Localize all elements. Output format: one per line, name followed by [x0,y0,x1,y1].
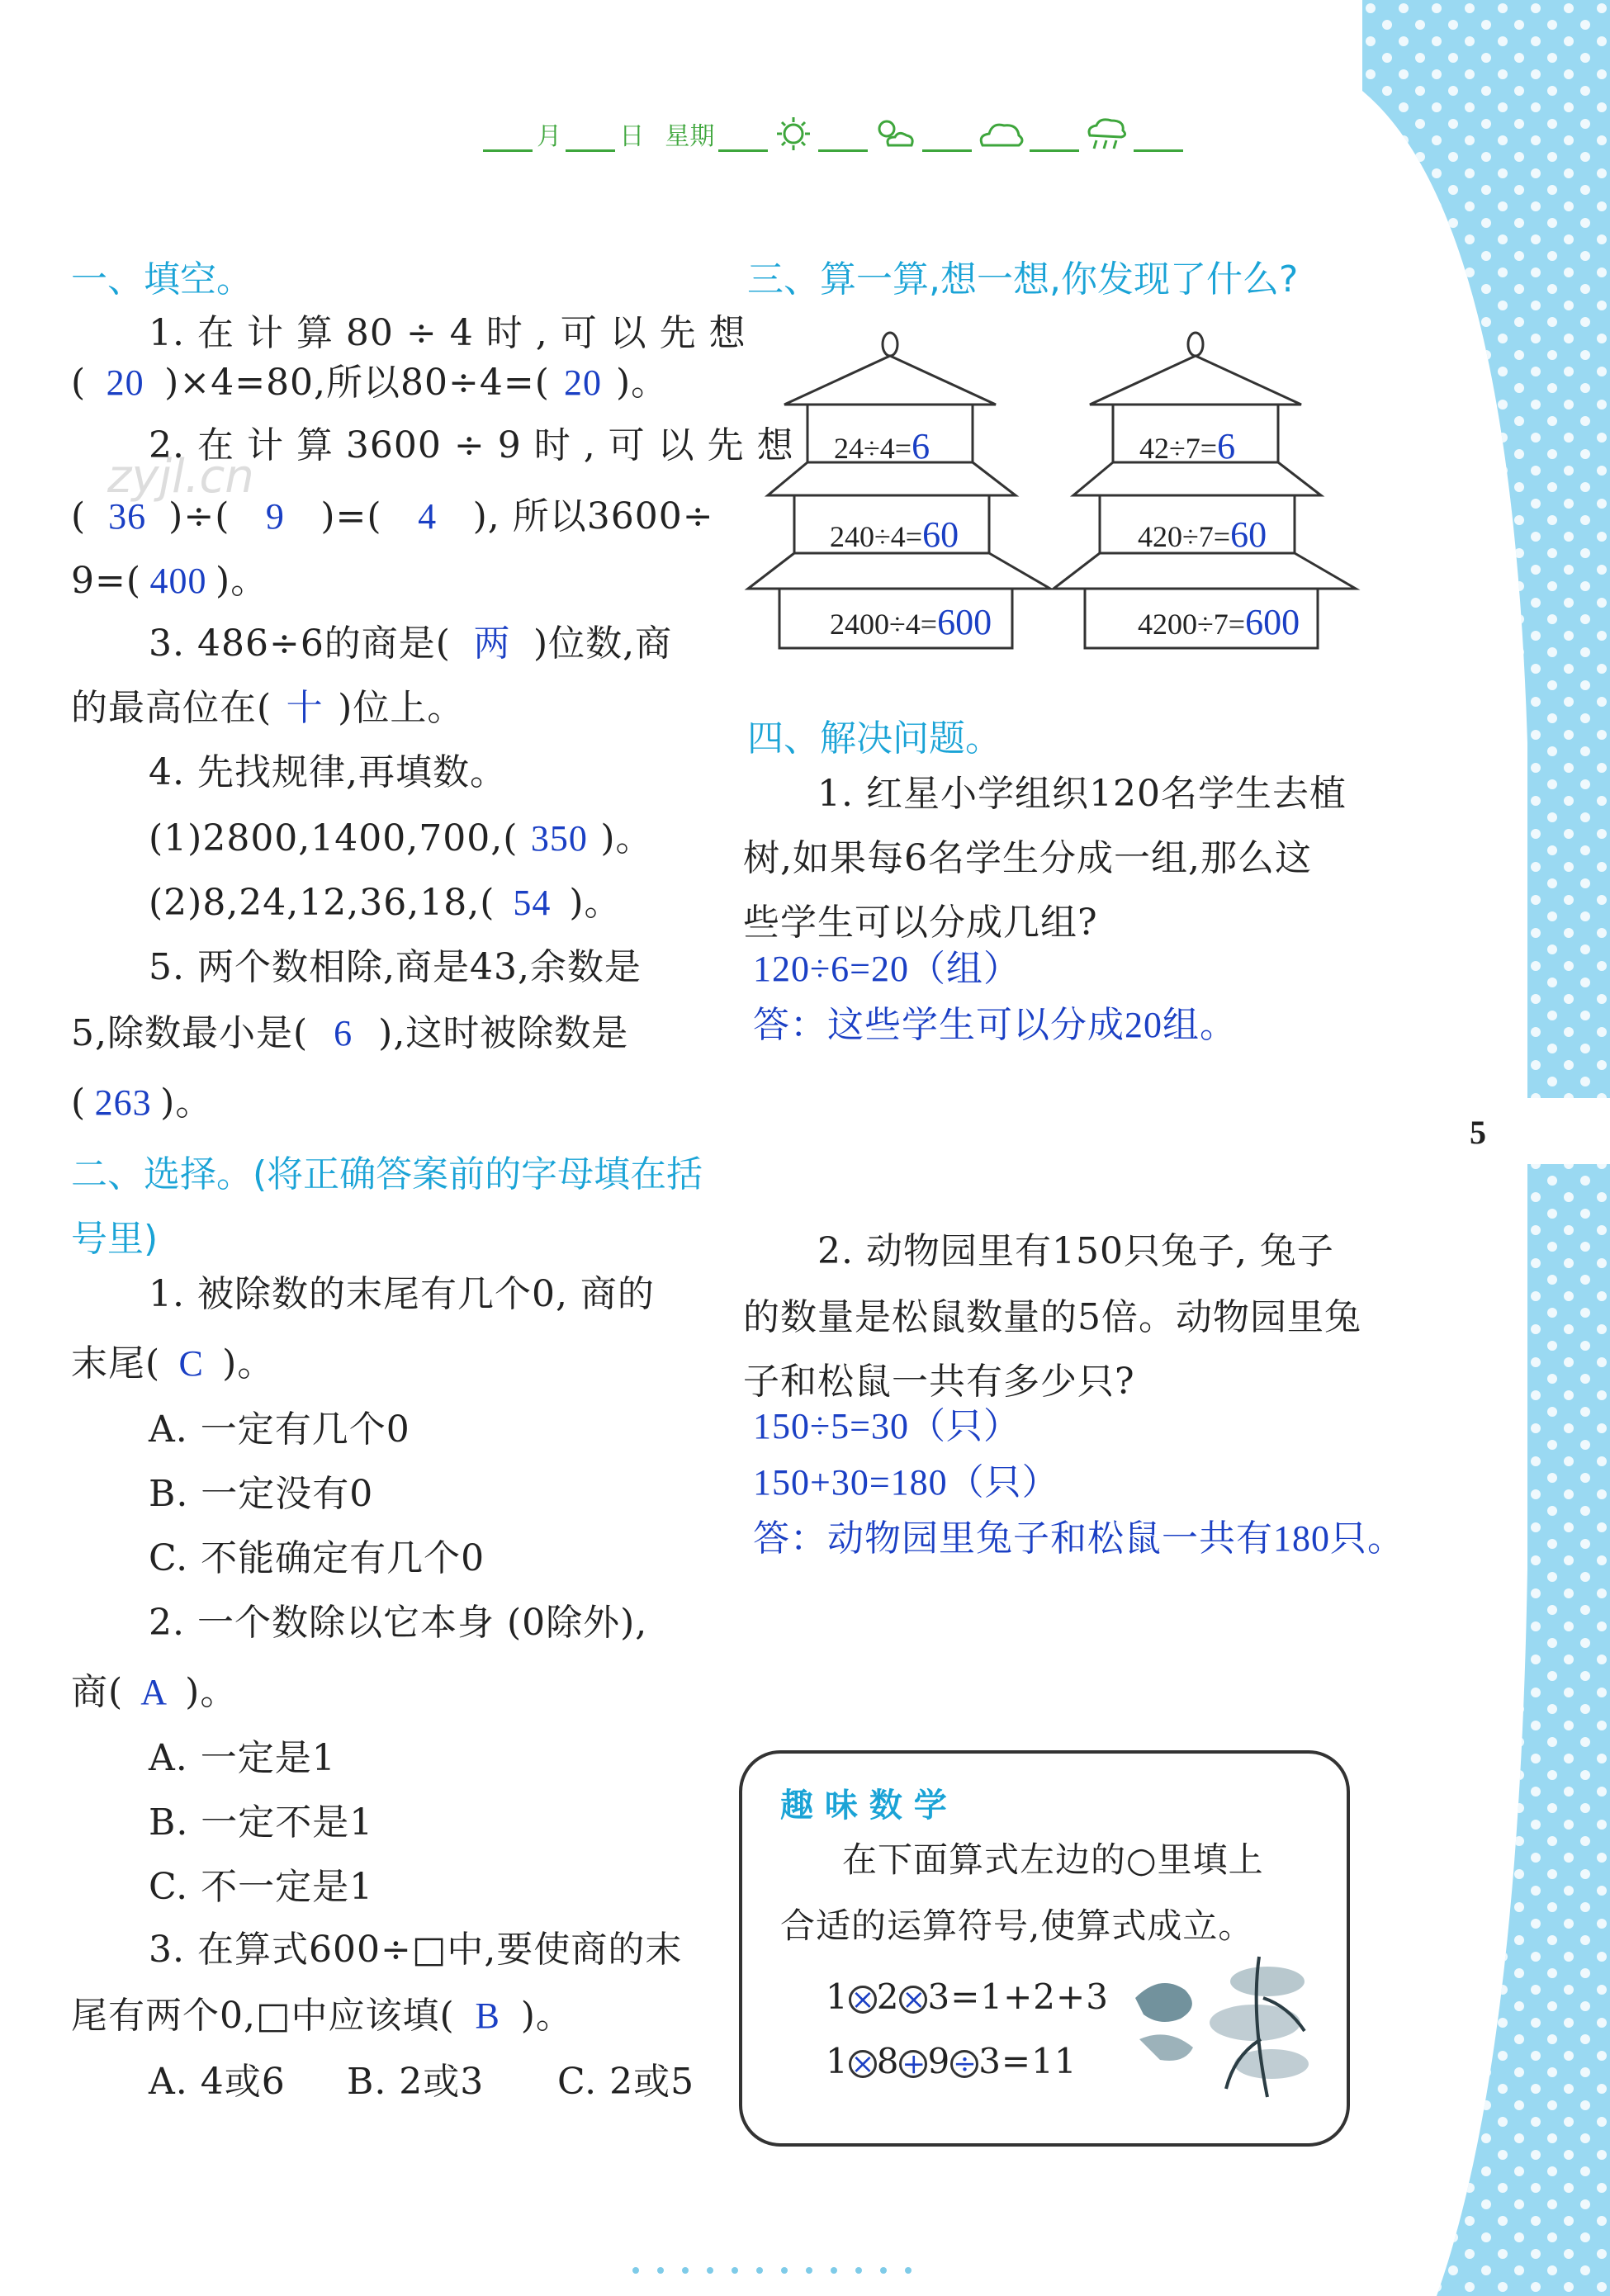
fun-math-line2: 合适的运算符号,使算式成立。 [780,1905,1254,1946]
pagoda2-row2: 420÷7=60 [1138,514,1267,555]
month-label: 月 [537,122,562,151]
s2-q2-option-a: A. 一定是1 [149,1737,336,1779]
s1-q4-line1: 4. 先找规律,再填数。 [149,751,507,793]
s1-q3-line2: 的最高位在( 十 )位上。 [71,687,465,729]
pagoda1-row2: 240÷4=60 [830,514,959,555]
pagoda1-row3: 2400÷4=600 [830,602,992,642]
s1-q2-line1: 2. 在 计 算 3600 ÷ 9 时 , 可 以 先 想 [149,424,794,466]
fun-eq2: 1 × 8 + 9 ÷ 3=11 [826,2041,1077,2081]
rainy-icon [1083,116,1129,152]
s2-q1-option-c: C. 不能确定有几个0 [149,1537,485,1579]
fun-math-line1: 在下面算式左边的○里填上 [842,1839,1264,1880]
answer-blank[interactable]: 600 [937,602,992,642]
answer-blank[interactable]: 600 [1245,602,1300,642]
s4-q1-line1: 1. 红星小学组织120名学生去植 [817,773,1347,815]
s2-q2-line1: 2. 一个数除以它本身 (0除外), [149,1602,648,1644]
decorative-side-band [1362,0,1610,2296]
pagoda2-row3: 4200÷7=600 [1138,602,1300,642]
bottom-dots-decoration [627,2262,1371,2279]
s1-q5-line2: 5,除数最小是( 6 ),这时被除数是 [71,1012,629,1054]
answer-blank[interactable]: 400 [149,561,207,601]
s2-q1-option-b: B. 一定没有0 [149,1473,374,1515]
answer-blank[interactable]: 十 [286,688,324,728]
s4-q2-answer-text[interactable]: 答：动物园里兔子和松鼠一共有180只。 [753,1518,1404,1559]
answer-blank[interactable]: C [178,1343,204,1384]
answer-blank[interactable]: 两 [473,623,511,664]
cloudy-icon [976,116,1025,152]
s2-q3-option-a: A. 4或6 [149,2061,286,2103]
s2-q2-option-c: C. 不一定是1 [149,1866,374,1908]
date-header [483,116,1183,157]
section2-title-cont: 号里) [71,1218,159,1260]
answer-blank[interactable]: 350 [530,818,588,859]
fun-eq1: 1 × 2 × 3=1+2+3 [826,1976,1109,2017]
watermark: zyjl.cn [107,450,254,504]
answer-blank[interactable]: A [140,1672,168,1712]
section1-title: 一、填空。 [71,258,253,301]
section3-title: 三、算一算,想一想,你发现了什么? [747,258,1299,301]
s2-q1-line1: 1. 被除数的末尾有几个0, 商的 [149,1273,655,1315]
section2-title: 二、选择。(将正确答案前的字母填在括 [71,1153,703,1195]
sunny-icon [773,116,814,152]
s4-q2-line1: 2. 动物园里有150只兔子, 兔子 [817,1230,1334,1272]
s1-q5-line1: 5. 两个数相除,商是43,余数是 [149,946,642,988]
answer-blank[interactable]: 9 [265,496,285,537]
s1-q2-line3: 9=( 400 )。 [71,560,268,602]
operator-circle[interactable]: × [849,1986,877,2014]
answer-blank[interactable]: 60 [922,514,959,555]
answer-blank[interactable]: 20 [563,362,602,403]
s1-q2-line2: ( 36 )÷( 9 )=( 4 ), 所以3600÷ [71,495,714,537]
s2-q1-option-a: A. 一定有几个0 [149,1408,410,1451]
s4-q1-answer-text[interactable]: 答：这些学生可以分成20组。 [753,1005,1237,1045]
s2-q3-line2: 尾有两个0,□中应该填( B )。 [71,1995,573,2037]
s4-q1-answer-calc[interactable]: 120÷6=20（组） [753,949,1020,989]
answer-blank[interactable]: 6 [1217,426,1236,466]
s4-q2-line3: 子和松鼠一共有多少只? [743,1361,1135,1403]
s4-q1-line2: 树,如果每6名学生分成一组,那么这 [743,837,1312,879]
answer-blank[interactable]: B [475,1995,500,2036]
operator-circle[interactable]: × [899,1986,927,2014]
answer-blank[interactable]: 6 [912,426,930,466]
s4-q2-line2: 的数量是松鼠数量的5倍。动物园里兔 [743,1296,1361,1338]
s1-q1-line1: 1. 在 计 算 80 ÷ 4 时 , 可 以 先 想 [149,312,746,354]
operator-circle[interactable]: + [899,2050,927,2078]
s2-q3-line1: 3. 在算式600÷□中,要使商的末 [149,1929,683,1971]
s4-q1-line3: 些学生可以分成几组? [743,902,1098,944]
pagoda1-row1: 24÷4=6 [834,426,930,466]
operator-circle[interactable]: ÷ [950,2050,978,2078]
ink-painting-illustration [1110,1948,1317,2105]
s1-q4-line2: (1)2800,1400,700,( 350 )。 [149,817,653,859]
s2-q3-option-c: C. 2或5 [557,2061,695,2103]
s1-q1-line2: ( 20 )×4=80,所以80÷4=( 20 )。 [71,362,669,404]
answer-blank[interactable]: 4 [418,496,438,537]
section4-title: 四、解决问题。 [747,717,1002,760]
s1-q3-line1: 3. 486÷6的商是( 两 )位数,商 [149,623,673,665]
operator-circle[interactable]: × [849,2050,877,2078]
answer-blank[interactable]: 263 [94,1082,152,1123]
answer-blank[interactable]: 60 [1230,514,1267,555]
page-number: 5 [1470,1114,1486,1151]
pagoda2-row1: 42÷7=6 [1139,426,1236,466]
partly-cloudy-icon [872,116,918,152]
s1-q5-line3: ( 263 )。 [71,1082,213,1124]
s2-q3-option-b: B. 2或3 [347,2061,485,2103]
answer-blank[interactable]: 6 [334,1013,353,1053]
answer-blank[interactable]: 54 [513,883,552,923]
fun-math-title: 趣 味 数 学 [780,1787,947,1825]
answer-blank[interactable]: 36 [108,496,147,537]
s2-q2-line2: 商( A )。 [71,1671,238,1713]
s4-q2-answer-calc1[interactable]: 150÷5=30（只） [753,1406,1020,1446]
answer-blank[interactable]: 20 [106,362,144,403]
day-label: 日 [619,122,645,151]
s2-q2-option-b: B. 一定不是1 [149,1801,374,1844]
s4-q2-answer-calc2[interactable]: 150+30=180（只） [753,1462,1059,1503]
weekday-label: 星期 [665,122,715,151]
s2-q1-line2: 末尾( C )。 [71,1342,275,1385]
s1-q4-line3: (2)8,24,12,36,18,( 54 )。 [149,882,622,924]
